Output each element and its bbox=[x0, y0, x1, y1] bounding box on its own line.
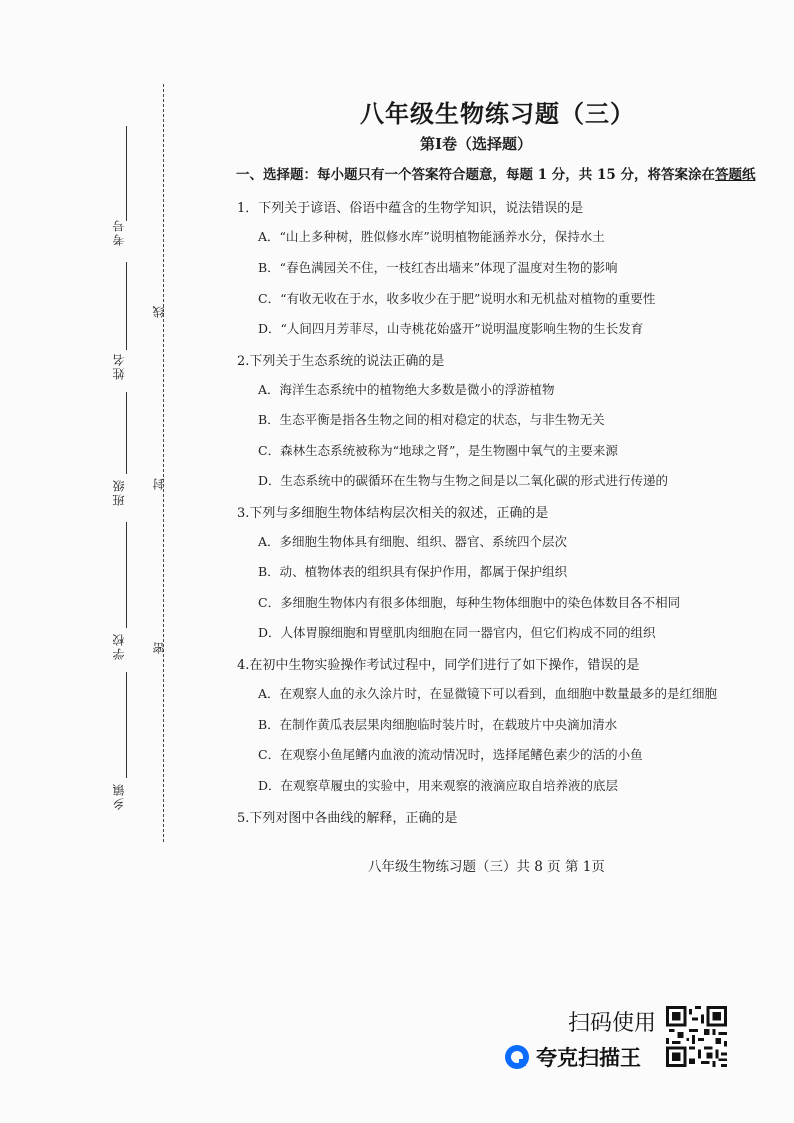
township-blank[interactable] bbox=[126, 672, 127, 778]
quark-logo-icon bbox=[504, 1044, 530, 1070]
question-5-stem: 5.下列对图中各曲线的解释，正确的是 bbox=[237, 811, 458, 826]
question-3-option-c: C．多细胞生物体内有很多体细胞，每种生物体细胞中的染色体数目各不相同 bbox=[258, 595, 681, 610]
binding-dashed-line bbox=[163, 84, 164, 842]
question-1-option-b: B．“春色满园关不住，一枝红杏出墙来”体现了温度对生物的影响 bbox=[258, 260, 618, 275]
question-1-option-a: A．“山上多种树，胜似修水库”说明植物能涵养水分，保持水土 bbox=[258, 229, 605, 244]
question-2-option-d: D．生态系统中的碳循环在生物与生物之间是以二氧化碳的形式进行传递的 bbox=[258, 473, 669, 488]
margin-label-name: 姓名 bbox=[112, 352, 126, 380]
question-3-option-a: A．多细胞生物体具有细胞、组织、器官、系统四个层次 bbox=[258, 534, 568, 549]
scan-to-use-text: 扫码使用 bbox=[568, 1011, 657, 1036]
question-1-stem: 1．下列关于谚语、俗语中蕴含的生物学知识，说法错误的是 bbox=[237, 201, 584, 216]
question-2-option-b: B．生态平衡是指各生物之间的相对稳定的状态，与非生物无关 bbox=[258, 412, 605, 427]
section-instructions bbox=[236, 163, 756, 183]
question-1-option-c: C．“有收无收在于水，收多收少在于肥”说明水和无机盐对植物的重要性 bbox=[258, 291, 656, 306]
margin-label-school: 学校 bbox=[112, 632, 126, 660]
margin-label-exam-number: 考号 bbox=[112, 218, 126, 246]
margin-label-township: 乡镇 bbox=[112, 782, 126, 810]
class-blank[interactable] bbox=[126, 392, 127, 474]
question-4-option-b: B．在制作黄瓜表层果肉细胞临时装片时，在载玻片中央滴加清水 bbox=[258, 717, 618, 732]
page-footer: 八年级生物练习题（三）共 8 页 第 1页 bbox=[368, 859, 605, 875]
margin-label-class: 班级 bbox=[112, 478, 126, 506]
scanner-brand-name: 夸克扫描王 bbox=[536, 1046, 641, 1070]
question-2-option-c: C．森林生态系统被称为“地球之肾”，是生物圈中氧气的主要来源 bbox=[258, 443, 618, 458]
section-instructions-underlined: 答题纸 bbox=[714, 167, 756, 183]
school-blank[interactable] bbox=[126, 522, 127, 628]
question-3-option-b: B．动、植物体表的组织具有保护作用，都属于保护组织 bbox=[258, 564, 568, 579]
seal-char-line: 线 bbox=[152, 306, 166, 318]
question-4-stem: 4.在初中生物实验操作考试过程中，同学们进行了如下操作，错误的是 bbox=[237, 658, 640, 673]
question-3-option-d: D．人体胃腺细胞和胃壁肌肉细胞在同一器官内，但它们构成不同的组织 bbox=[258, 625, 656, 640]
question-1-option-d: D．“人间四月芳菲尽，山寺桃花始盛开”说明温度影响生物的生长发育 bbox=[258, 321, 644, 336]
scanner-brand bbox=[504, 1042, 641, 1072]
seal-char-secret: 密 bbox=[152, 642, 166, 654]
seal-char-seal: 封 bbox=[152, 478, 166, 490]
name-blank[interactable] bbox=[126, 262, 127, 350]
question-3-stem: 3.下列与多细胞生物体结构层次相关的叙述，正确的是 bbox=[237, 506, 549, 521]
exam-number-blank[interactable] bbox=[126, 126, 127, 221]
section-instructions-text: 一、选择题：每小题只有一个答案符合题意，每题 1 分，共 15 分，将答案涂在 bbox=[236, 167, 715, 183]
qr-code-icon[interactable] bbox=[666, 1006, 727, 1067]
page-title: 八年级生物练习题（三） bbox=[360, 99, 635, 128]
question-2-stem: 2.下列关于生态系统的说法正确的是 bbox=[237, 354, 445, 369]
question-4-option-a: A．在观察人血的永久涂片时，在显微镜下可以看到，血细胞中数量最多的是红细胞 bbox=[258, 686, 718, 701]
question-4-option-c: C．在观察小鱼尾鳍内血液的流动情况时，选择尾鳍色素少的活的小鱼 bbox=[258, 747, 643, 762]
question-2-option-a: A．海洋生态系统中的植物绝大多数是微小的浮游植物 bbox=[258, 382, 555, 397]
question-4-option-d: D．在观察草履虫的实验中，用来观察的液滴应取自培养液的底层 bbox=[258, 778, 619, 793]
page-subtitle: 第Ⅰ卷（选择题） bbox=[420, 135, 533, 153]
